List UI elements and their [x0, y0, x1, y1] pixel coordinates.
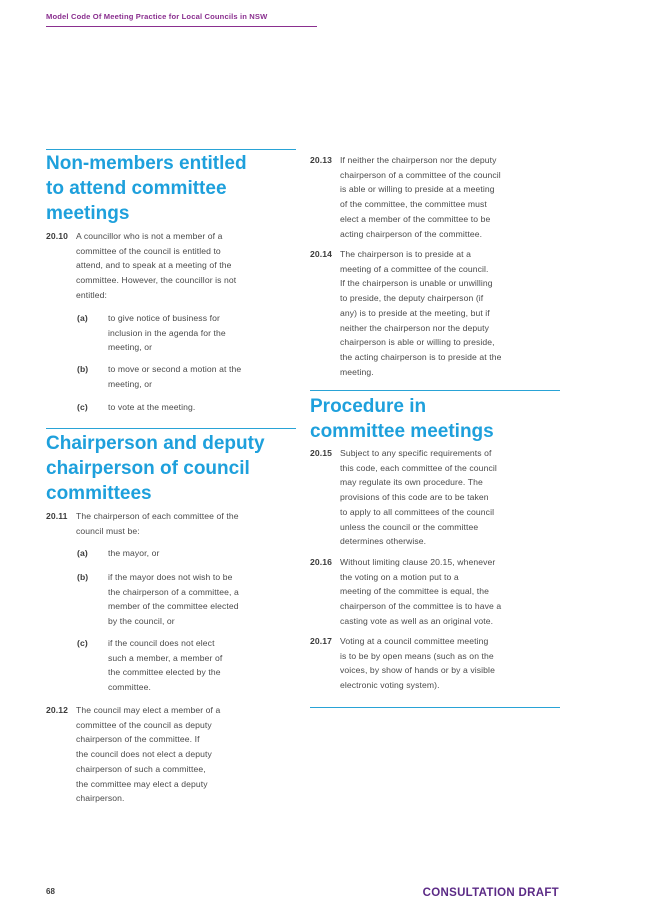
section-heading-non-members: Non-members entitled to attend committee meetings	[46, 153, 247, 224]
clause-20-11: 20.11 The chairperson of each committee of the council must be:	[46, 511, 239, 536]
consultation-draft-label: CONSULTATION DRAFT	[422, 887, 559, 899]
section-divider	[310, 390, 560, 391]
clause-number: 20.11	[46, 511, 68, 521]
clause-20-12: 20.12 The council may elect a member of a committee of the council as deputy chairperson of the committee. If the council does not elect a deputy chairperson of such a committee, the committee may elect a deputy chairperson.	[46, 705, 221, 804]
section-divider	[46, 149, 296, 150]
clause-20-10-item-b: (b) to move or second a motion at the meeting, or	[77, 364, 242, 389]
clause-20-10: 20.10 A councillor who is not a member of a committee of the council is entitled to attend, and to speak at a meeting of the committee. However, the councillor is not entitled:	[46, 229, 296, 303]
clause-number: 20.17	[310, 636, 333, 646]
clause-20-17: 20.17 Voting at a council committee meeting is to be by open means (such as on the voices, by show of hands or by a visible electronic voting system).	[310, 636, 495, 691]
section-divider	[46, 428, 296, 429]
clause-20-13: 20.13 If neither the chairperson nor the deputy chairperson of a committee of the council is able or willing to preside at a meeting of the committee, the committee must elect a member of the committee to be acting chairperson of the committee.	[310, 155, 501, 239]
clause-20-10-item-a: (a) to give notice of business for inclusion in the agenda for the meeting, or	[77, 313, 226, 353]
clause-number: 20.12	[46, 705, 69, 715]
clause-20-10-item-c: (c) to vote at the meeting.	[77, 402, 196, 412]
section-heading-chairperson: Chairperson and deputy chairperson of council committees	[46, 433, 265, 504]
clause-number: 20.16	[310, 557, 333, 567]
clause-20-11-item-c: (c) if the council does not elect such a member, a member of the committee elected by the committee.	[77, 638, 223, 693]
clause-20-11-item-a: (a) the mayor, or	[77, 548, 160, 558]
clause-number: 20.15	[310, 448, 333, 458]
section-divider	[310, 707, 560, 708]
clause-20-15: 20.15 Subject to any specific requirements of this code, each committee of the council may regulate its own procedure. The provisions of this code are to be taken to apply to all committees of the council unless the council or the committee determines otherwise.	[310, 448, 497, 547]
running-header: Model Code Of Meeting Practice for Local Councils in NSW	[46, 12, 317, 27]
clause-number: 20.10	[46, 231, 69, 241]
clause-20-16: 20.16 Without limiting clause 20.15, whenever the voting on a motion put to a meeting of the committee is equal, the chairperson of the committee is to have a casting vote as well as an original vote.	[310, 557, 502, 626]
clause-20-11-item-b: (b) if the mayor does not wish to be the chairperson of a committee, a member of the committee elected by the council, or	[77, 572, 239, 627]
section-heading-procedure: Procedure in committee meetings	[310, 396, 494, 442]
page-number: 68	[46, 887, 55, 896]
clause-number: 20.14	[310, 249, 333, 259]
clause-20-14: 20.14 The chairperson is to preside at a meeting of a committee of the council. If the chairperson is unable or unwilling to preside, the deputy chairperson (if any) is to preside at the meeting, but if neither the chairperson nor the deputy chairperson is able or willing to preside, the acting chairperson is to preside at the meeting.	[310, 249, 502, 377]
clause-number: 20.13	[310, 155, 333, 165]
clause-text: A councillor who is not a member of a	[76, 231, 223, 241]
